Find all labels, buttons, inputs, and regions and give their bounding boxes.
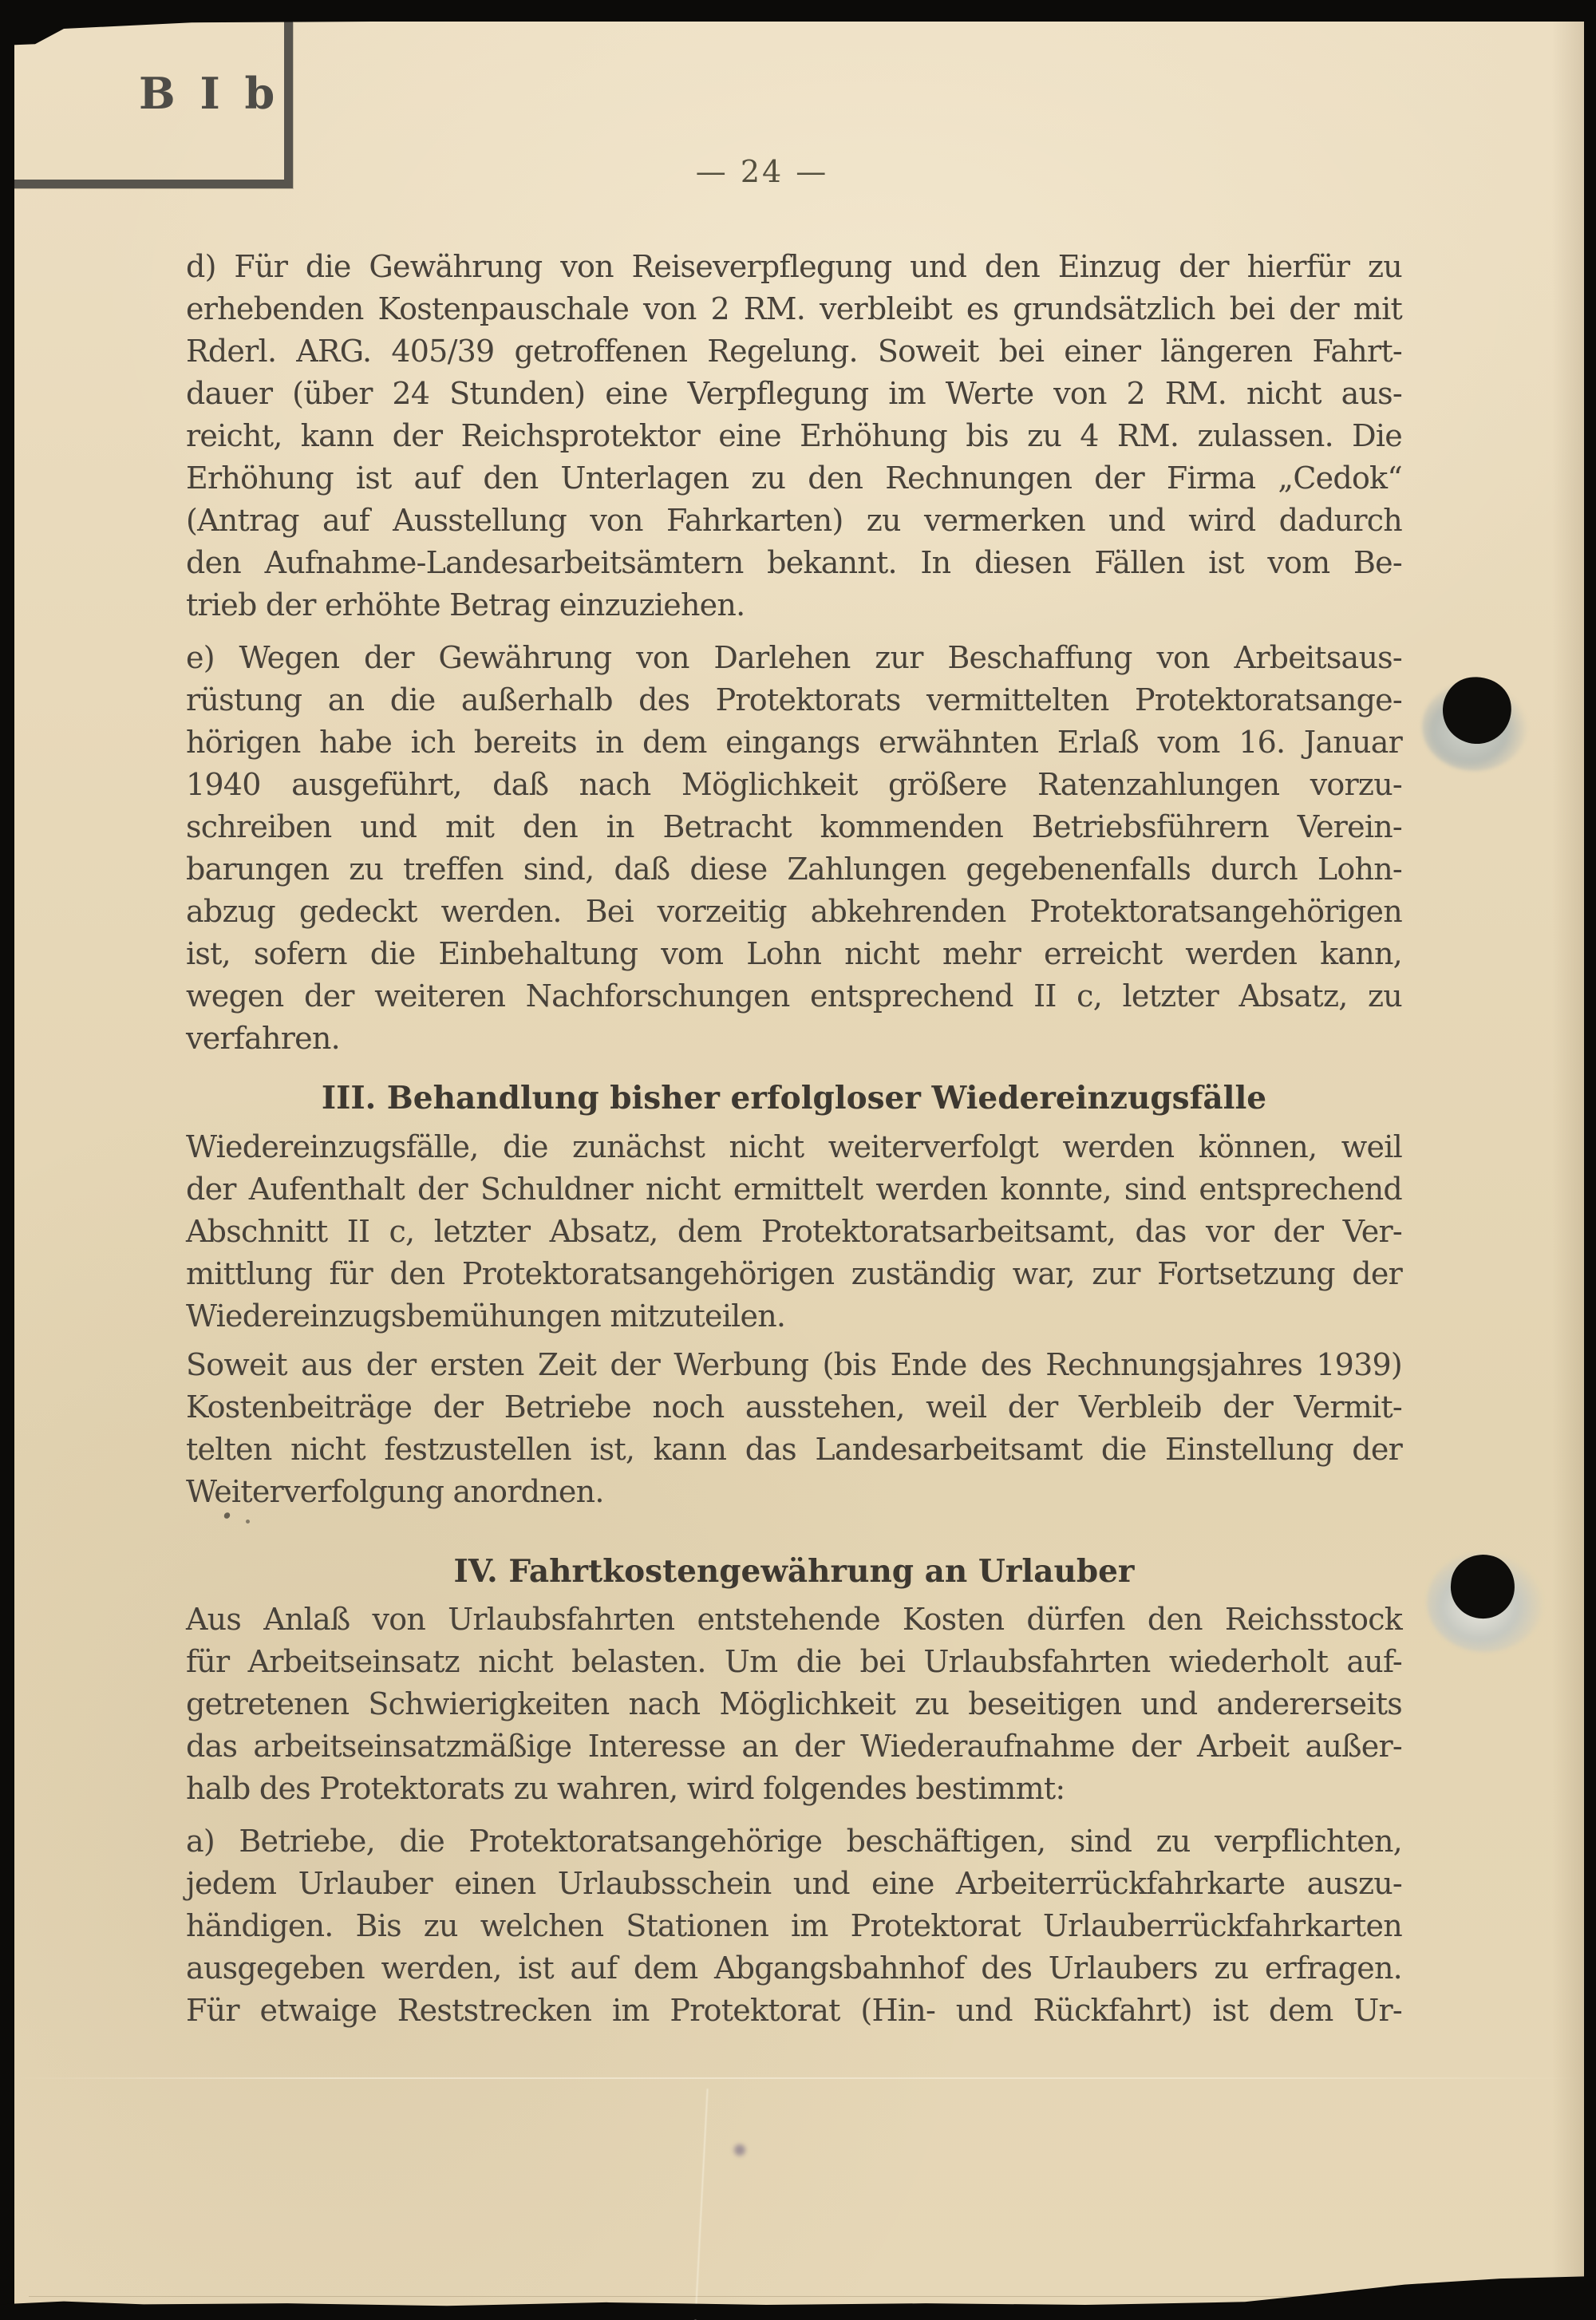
text-line: dauer (über 24 Stunden) eine Verpflegung im Werte von 2 RM. nicht aus- (186, 376, 1402, 411)
text-line: Soweit aus der ersten Zeit der Werbung (bis Ende des Rechnungsjahres 1939) (186, 1347, 1402, 1382)
text-line: ausgegeben werden, ist auf dem Abgangsbahnhof des Urlaubers zu erfragen. (186, 1950, 1402, 1986)
text-line: e) Wegen der Gewährung von Darlehen zur Beschaffung von Arbeitsaus- (186, 640, 1402, 675)
classification-stamp-box (13, 22, 293, 188)
document-body (186, 246, 1402, 2032)
ink-speck (246, 1520, 250, 1524)
text-line: barungen zu treffen sind, daß diese Zahlungen gegebenenfalls durch Lohn- (186, 852, 1402, 887)
para-iii-2 (186, 1344, 1402, 1513)
text-line: Kostenbeiträge der Betriebe noch ausstehen, weil der Verbleib der Vermit- (186, 1389, 1402, 1425)
text-line: rüstung an die außerhalb des Protektorats vermittelten Protektoratsange- (186, 682, 1402, 717)
text-line: 1940 ausgeführt, daß nach Möglichkeit größere Ratenzahlungen vorzu- (186, 767, 1402, 802)
para-iii-1 (186, 1126, 1402, 1338)
text-line: schreiben und mit den in Betracht kommenden Betriebsführern Verein- (186, 809, 1402, 844)
text-line: Weiterverfolgung anordnen. (186, 1474, 604, 1509)
para-e (186, 637, 1402, 1060)
text-line: hörigen habe ich bereits in dem eingangs erwähnten Erlaß vom 16. Januar (186, 725, 1402, 760)
para-d (186, 246, 1402, 626)
text-line: händigen. Bis zu welchen Stationen im Protektorat Urlauberrückfahrkarten (186, 1908, 1402, 1943)
text-line: d) Für die Gewährung von Reiseverpflegung und den Einzug der hierfür zu (186, 249, 1402, 284)
text-line: Wiedereinzugsbemühungen mitzuteilen. (186, 1298, 786, 1334)
text-line: erhebenden Kostenpauschale von 2 RM. verbleibt es grundsätzlich bei der mit (186, 291, 1402, 326)
text-line: das arbeitseinsatzmäßige Interesse an der Wiederaufnahme der Arbeit außer- (186, 1729, 1402, 1764)
para-iv-intro (186, 1599, 1402, 1810)
text-line: den Aufnahme-Landesarbeitsämtern bekannt. In diesen Fällen ist vom Be- (186, 545, 1402, 580)
text-line: verfahren. (186, 1021, 340, 1056)
text-line: für Arbeitseinsatz nicht belasten. Um die bei Urlaubsfahrten wiederholt auf- (186, 1644, 1402, 1679)
para-a (186, 1820, 1402, 2032)
text-line: der Aufenthalt der Schuldner nicht ermittelt werden konnte, sind entsprechend (186, 1172, 1402, 1207)
text-line: Rderl. ARG. 405/39 getroffenen Regelung. Soweit bei einer längeren Fahrt- (186, 334, 1402, 369)
text-line: a) Betriebe, die Protektoratsangehörige beschäftigen, sind zu verpflichten, (186, 1824, 1402, 1859)
paper-sheet (13, 22, 1584, 2308)
scan-edge-right (1584, 0, 1596, 2319)
text-line: (Antrag auf Ausstellung von Fahrkarten) zu vermerken und wird dadurch (186, 503, 1402, 538)
page-number: — 24 — (695, 154, 829, 189)
text-line: abzug gedeckt werden. Bei vorzeitig abkehrenden Protektoratsangehörigen (186, 894, 1402, 929)
text-line: Abschnitt II c, letzter Absatz, dem Protektoratsarbeitsamt, das vor der Ver- (186, 1214, 1402, 1249)
text-line: mittlung für den Protektoratsangehörigen zuständig war, zur Fortsetzung der (186, 1256, 1402, 1291)
text-line: Aus Anlaß von Urlaubsfahrten entstehende Kosten dürfen den Reichsstock (186, 1602, 1402, 1637)
text-line: Für etwaige Reststrecken im Protektorat (Hin- und Rückfahrt) ist dem Ur- (186, 1993, 1402, 2028)
text-line: wegen der weiteren Nachforschungen entsprechend II c, letzter Absatz, zu (186, 978, 1402, 1014)
text-line: halb des Protektorats zu wahren, wird folgendes bestimmt: (186, 1771, 1065, 1806)
text-line: jedem Urlauber einen Urlaubsschein und eine Arbeiterrückfahrkarte auszu- (186, 1866, 1402, 1901)
heading-iii: III. Behandlung bisher erfolgloser Wiedereinzugsfälle (321, 1080, 1267, 1117)
text-line: Erhöhung ist auf den Unterlagen zu den Rechnungen der Firma „Cedok“ (186, 460, 1402, 496)
text-line: telten nicht festzustellen ist, kann das Landesarbeitsamt die Einstellung der (186, 1432, 1402, 1467)
paper-crease (694, 2089, 708, 2320)
text-line: Wiedereinzugsfälle, die zunächst nicht weiterverfolgt werden können, weil (186, 1129, 1402, 1164)
scan-edge-left (0, 0, 14, 2319)
text-line: getretenen Schwierigkeiten nach Möglichkeit zu beseitigen und andererseits (186, 1686, 1402, 1721)
heading-iv: IV. Fahrtkostengewährung an Urlauber (453, 1553, 1135, 1590)
text-line: trieb der erhöhte Betrag einzuziehen. (186, 587, 745, 622)
text-line: reicht, kann der Reichsprotektor eine Erhöhung bis zu 4 RM. zulassen. Die (186, 418, 1402, 453)
paper-crease (13, 2077, 1584, 2079)
text-line: ist, sofern die Einbehaltung vom Lohn nicht mehr erreicht werden kann, (186, 936, 1402, 971)
ink-speck (734, 2144, 745, 2156)
stamp-label: B I b (139, 68, 280, 119)
